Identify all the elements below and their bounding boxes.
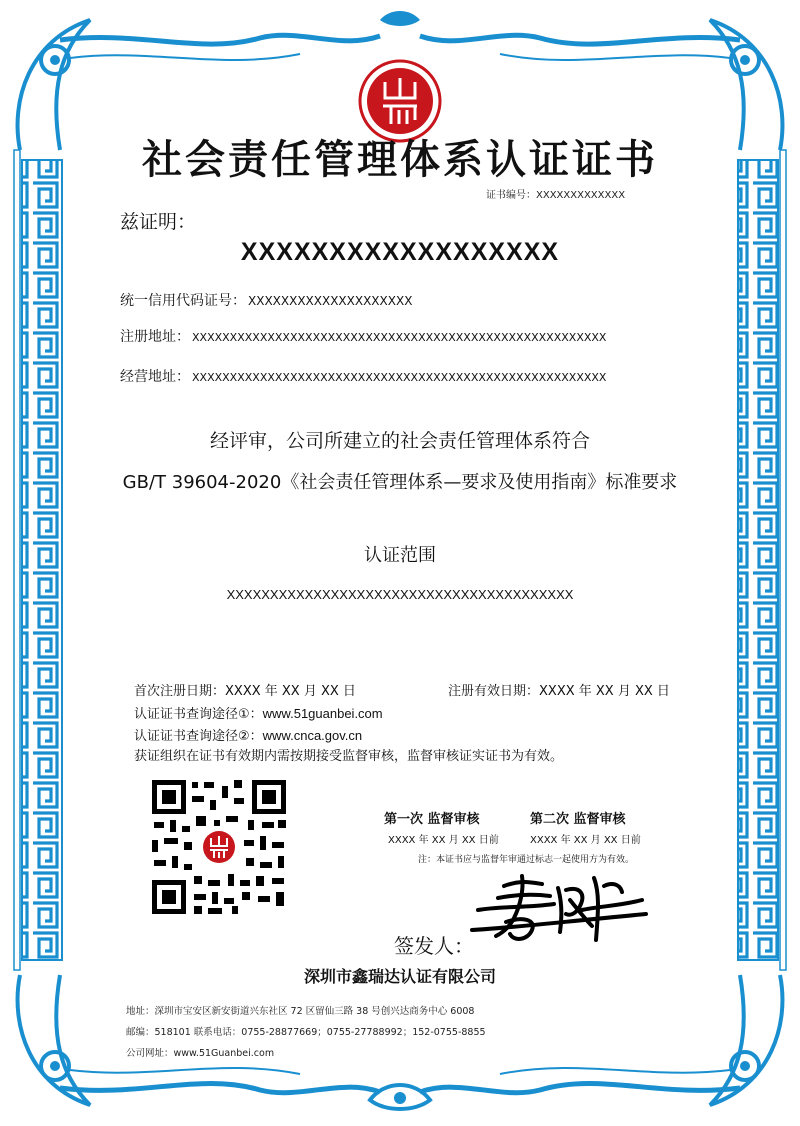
handwritten-signature: [470, 870, 650, 954]
qr-code: [148, 776, 290, 918]
statement-line-2: GB/T 39604-2020《社会责任管理体系—要求及使用指南》标准要求: [122, 472, 678, 493]
audit-note: 注：本证书应与监督年审通过标志一起使用方为有效。: [418, 855, 635, 865]
query-route-2-label: 认证证书查询途径②：: [134, 729, 263, 744]
certify-label: 兹证明：: [120, 211, 197, 233]
certificate-number-label: 证书编号：: [486, 190, 536, 201]
validity-notice: 获证组织在证书有效期内需按期接受监督审核，监督审核证实证书为有效。: [134, 749, 564, 764]
first-audit-label: 第一次 监督审核: [384, 812, 480, 827]
valid-until-label: 注册有效日期：: [448, 684, 540, 699]
operating-address-row: [120, 366, 606, 386]
scope-value: XXXXXXXXXXXXXXXXXXXXXXXXXXXXXXXXXXXXXXXX: [226, 587, 574, 602]
scope-heading: 认证范围: [364, 545, 436, 566]
certificate-number-value: XXXXXXXXXXXXX: [536, 190, 626, 201]
credit-code-value: XXXXXXXXXXXXXXXXXXXX: [248, 294, 413, 308]
query-route-2: [134, 726, 362, 747]
signatory-label: 签发人：: [394, 934, 474, 958]
registered-address-value: XXXXXXXXXXXXXXXXXXXXXXXXXXXXXXXXXXXXXXXXXXXXXXXXXXXXXXX: [192, 331, 607, 344]
issuer-contact: 邮编：518101 联系电话：0755-28877669；0755-27788992；152-0755-8855: [126, 1027, 486, 1038]
operating-address-label: 经营地址：: [120, 369, 190, 385]
first-registration-label: 首次注册日期：: [134, 684, 226, 699]
valid-until-date: [448, 682, 670, 702]
query-route-1-link[interactable]: www.51guanbei.com: [262, 706, 383, 721]
company-name: XXXXXXXXXXXXXXXXXX: [240, 238, 560, 266]
query-route-1: [134, 704, 383, 725]
first-audit-date: XXXX 年 XX 月 XX 日前: [388, 835, 499, 846]
first-registration-value: XXXX 年 XX 月 XX 日: [225, 684, 356, 699]
registered-address-label: 注册地址：: [120, 329, 190, 345]
second-audit-label: 第二次 监督审核: [530, 812, 626, 827]
certificate-title: 社会责任管理体系认证证书: [142, 136, 658, 183]
issuer-website[interactable]: 公司网址：www.51Guanbei.com: [126, 1048, 275, 1059]
certificate-number: [486, 186, 625, 201]
credit-code-row: [120, 290, 412, 310]
credit-code-label: 统一信用代码证号：: [120, 293, 246, 309]
first-registration-date: [134, 682, 356, 702]
statement-line-1: 经评审，公司所建立的社会责任管理体系符合: [209, 430, 590, 452]
operating-address-value: XXXXXXXXXXXXXXXXXXXXXXXXXXXXXXXXXXXXXXXXXXXXXXXXXXXXXXX: [192, 371, 607, 384]
valid-until-value: XXXX 年 XX 月 XX 日: [539, 684, 670, 699]
query-route-2-link[interactable]: www.cnca.gov.cn: [262, 728, 363, 743]
second-audit-date: XXXX 年 XX 月 XX 日前: [530, 835, 641, 846]
query-route-1-label: 认证证书查询途径①：: [134, 707, 263, 722]
registered-address-row: [120, 326, 606, 346]
issuer-address: 地址：深圳市宝安区新安街道兴东社区 72 区留仙三路 38 号创兴达商务中心 6008: [126, 1006, 475, 1017]
issuer-name: 深圳市鑫瑞达认证有限公司: [303, 967, 496, 986]
